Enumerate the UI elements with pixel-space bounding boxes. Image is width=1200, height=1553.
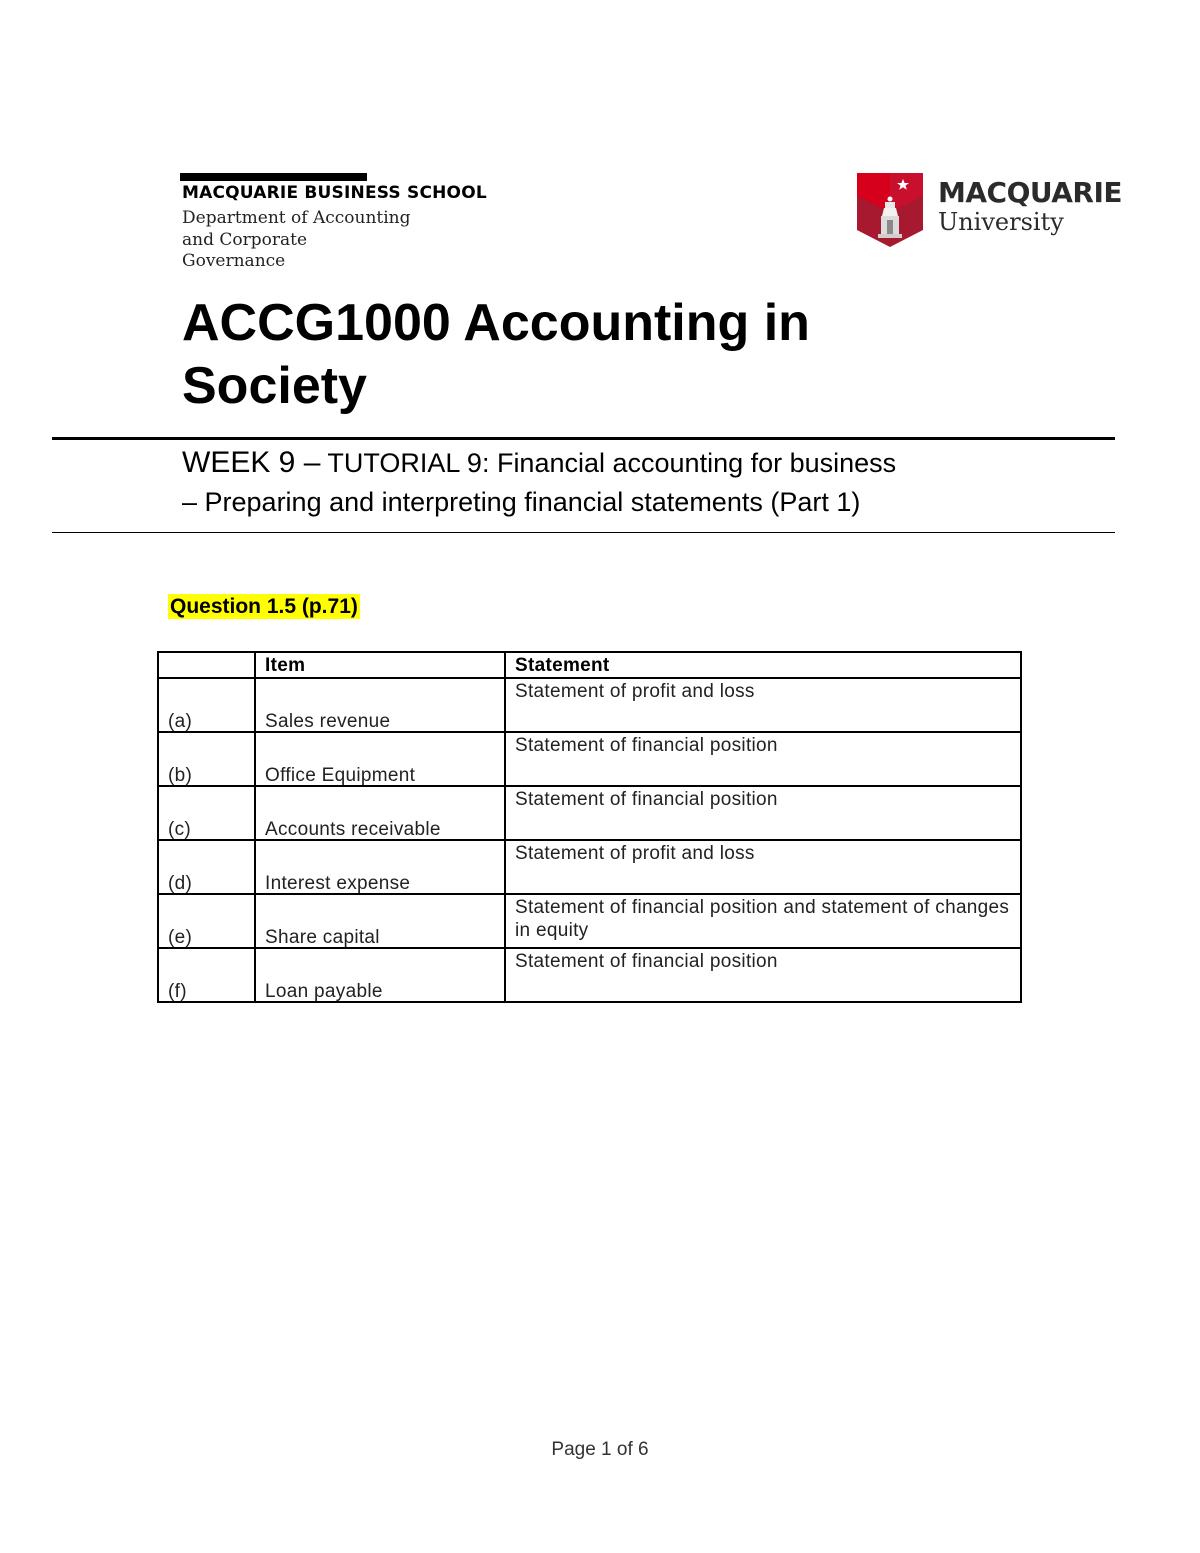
statement-text: Statement of profit and loss	[515, 843, 755, 864]
tutorial-subheading: – Preparing and interpreting financial statements (Part 1)	[182, 487, 861, 517]
row-label: (f)	[168, 981, 187, 1002]
tutorial-heading	[182, 444, 896, 482]
statement-cell	[505, 786, 1021, 840]
statement-text: Statement of financial position	[515, 789, 778, 810]
item-text: Interest expense	[265, 873, 411, 894]
table-row	[158, 786, 1021, 840]
statement-cell	[505, 840, 1021, 894]
item-text: Sales revenue	[265, 711, 391, 732]
week-label: WEEK 9 –	[182, 446, 321, 479]
item-text: Accounts receivable	[265, 819, 441, 840]
department-name	[182, 208, 411, 273]
table-row	[158, 840, 1021, 894]
item-cell	[255, 732, 505, 786]
statement-text: Statement of financial position	[515, 735, 778, 756]
statement-text: Statement of financial position	[515, 951, 778, 972]
table-row	[158, 894, 1021, 948]
divider-bottom	[52, 532, 1115, 533]
row-label-cell	[158, 786, 255, 840]
statement-cell	[505, 948, 1021, 1002]
row-label: (e)	[168, 927, 193, 948]
course-title	[182, 292, 942, 418]
statement-text: Statement of profit and loss	[515, 681, 755, 702]
department-line: Department of Accounting	[182, 208, 411, 228]
divider-top	[52, 437, 1115, 440]
school-header-bar	[180, 173, 367, 181]
item-cell	[255, 678, 505, 732]
row-label: (b)	[168, 765, 193, 786]
statement-text: Statement of financial position and statement of changes in equity	[515, 897, 1010, 941]
row-label: (a)	[168, 711, 193, 732]
item-cell	[255, 840, 505, 894]
table-header-cell	[158, 652, 255, 678]
lighthouse-shield-icon	[856, 172, 934, 248]
logo-wordmark: MACQUARIE	[938, 176, 1123, 209]
item-cell	[255, 948, 505, 1002]
statement-cell	[505, 894, 1021, 948]
department-line: Governance	[182, 251, 286, 271]
course-title-line: Society	[182, 357, 367, 415]
statement-cell	[505, 678, 1021, 732]
table-header-cell: Item	[255, 652, 505, 678]
item-cell	[255, 786, 505, 840]
item-text: Loan payable	[265, 981, 383, 1002]
tutorial-label: TUTORIAL 9: Financial accounting for business	[320, 448, 897, 478]
item-text: Share capital	[265, 927, 380, 948]
row-label-cell	[158, 894, 255, 948]
row-label-cell	[158, 678, 255, 732]
macquarie-university-logo	[856, 172, 1123, 248]
school-name: MACQUARIE BUSINESS SCHOOL	[182, 183, 487, 203]
item-text: Office Equipment	[265, 765, 416, 786]
course-title-line: ACCG1000 Accounting in	[182, 294, 810, 352]
answer-table	[157, 651, 1022, 1003]
page-number: Page 1 of 6	[551, 1439, 649, 1460]
question-label: Question 1.5 (p.71)	[170, 595, 358, 618]
row-label: (c)	[168, 819, 192, 840]
table-row	[158, 948, 1021, 1002]
department-line: and Corporate	[182, 229, 308, 250]
table-header-cell: Statement	[505, 652, 1021, 678]
statement-cell	[505, 732, 1021, 786]
table-row	[158, 678, 1021, 732]
logo-subtitle: University	[938, 208, 1064, 236]
row-label-cell	[158, 948, 255, 1002]
row-label: (d)	[168, 873, 193, 894]
row-label-cell	[158, 840, 255, 894]
table-row	[158, 732, 1021, 786]
item-cell	[255, 894, 505, 948]
row-label-cell	[158, 732, 255, 786]
table-header-row	[158, 652, 1021, 678]
